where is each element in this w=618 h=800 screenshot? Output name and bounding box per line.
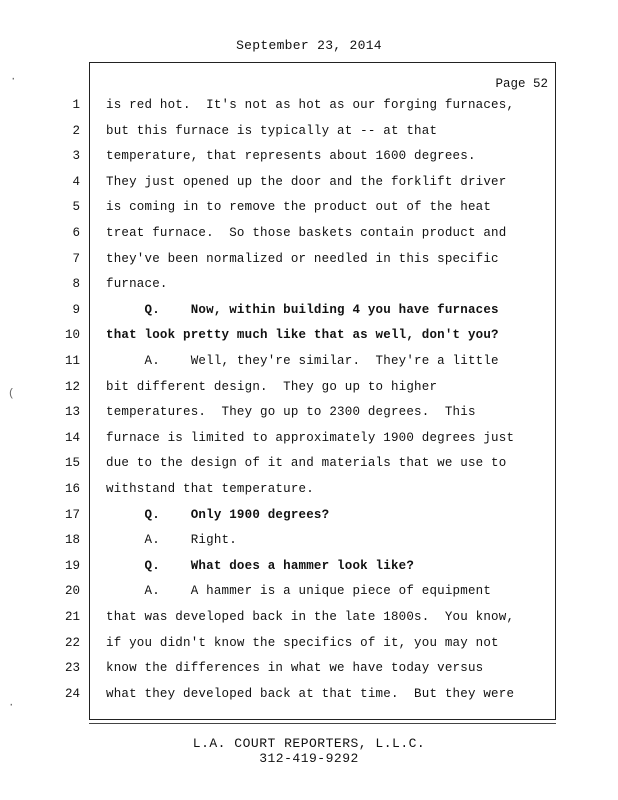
transcript-line: but this furnace is typically at -- at that bbox=[106, 124, 438, 138]
footer-phone: 312-419-9292 bbox=[259, 751, 359, 766]
transcript-line: if you didn't know the specifics of it, you may not bbox=[106, 636, 499, 650]
footer-company: L.A. COURT REPORTERS, L.L.C. bbox=[192, 736, 426, 751]
line-number: 24 bbox=[64, 687, 80, 701]
header-date: September 23, 2014 bbox=[236, 38, 382, 53]
transcript-line: that look pretty much like that as well, don't you? bbox=[106, 328, 499, 342]
line-number: 5 bbox=[72, 200, 80, 214]
line-number: 9 bbox=[72, 303, 80, 317]
transcript-line: Q. What does a hammer look like? bbox=[106, 559, 415, 573]
line-number: 3 bbox=[72, 149, 80, 163]
transcript-line: furnace is limited to approximately 1900 degrees just bbox=[106, 431, 515, 445]
line-number: 16 bbox=[64, 482, 80, 496]
transcript-line: temperatures. They go up to 2300 degrees. This bbox=[106, 405, 476, 419]
line-number: 10 bbox=[64, 328, 80, 342]
frame-bottom-rule bbox=[89, 723, 556, 724]
line-number: 22 bbox=[64, 636, 80, 650]
line-number: 21 bbox=[64, 610, 80, 624]
margin-mark: · bbox=[8, 700, 15, 712]
transcript-line: they've been normalized or needled in this specific bbox=[106, 252, 499, 266]
transcript-line: treat furnace. So those baskets contain product and bbox=[106, 226, 507, 240]
transcript-line: Q. Only 1900 degrees? bbox=[106, 508, 330, 522]
transcript-line: due to the design of it and materials that we use to bbox=[106, 456, 507, 470]
line-number: 17 bbox=[64, 508, 80, 522]
line-number: 2 bbox=[72, 124, 80, 138]
page-number: Page 52 bbox=[495, 77, 548, 91]
line-number: 12 bbox=[64, 380, 80, 394]
line-number: 15 bbox=[64, 456, 80, 470]
line-number: 20 bbox=[64, 584, 80, 598]
margin-mark: · bbox=[10, 74, 17, 86]
transcript-line: furnace. bbox=[106, 277, 168, 291]
line-number: 23 bbox=[64, 661, 80, 675]
line-number: 4 bbox=[72, 175, 80, 189]
line-number: 8 bbox=[72, 277, 80, 291]
transcript-line: They just opened up the door and the forklift driver bbox=[106, 175, 507, 189]
transcript-line: is coming in to remove the product out of the heat bbox=[106, 200, 492, 214]
line-number: 14 bbox=[64, 431, 80, 445]
transcript-line: is red hot. It's not as hot as our forging furnaces, bbox=[106, 98, 515, 112]
transcript-line: A. A hammer is a unique piece of equipment bbox=[106, 584, 492, 598]
line-number: 7 bbox=[72, 252, 80, 266]
transcript-line: that was developed back in the late 1800s. You know, bbox=[106, 610, 515, 624]
line-number: 11 bbox=[64, 354, 80, 368]
line-number: 13 bbox=[64, 405, 80, 419]
line-number: 18 bbox=[64, 533, 80, 547]
transcript-line: what they developed back at that time. But they were bbox=[106, 687, 515, 701]
transcript-line: know the differences in what we have today versus bbox=[106, 661, 484, 675]
margin-mark: ( bbox=[8, 388, 15, 400]
transcript-line: Q. Now, within building 4 you have furnaces bbox=[106, 303, 499, 317]
transcript-line: bit different design. They go up to higher bbox=[106, 380, 438, 394]
transcript-line: withstand that temperature. bbox=[106, 482, 314, 496]
transcript-line: A. Right. bbox=[106, 533, 237, 547]
line-number: 1 bbox=[72, 98, 80, 112]
transcript-line: A. Well, they're similar. They're a little bbox=[106, 354, 499, 368]
line-number: 6 bbox=[72, 226, 80, 240]
transcript-line: temperature, that represents about 1600 degrees. bbox=[106, 149, 476, 163]
line-number: 19 bbox=[64, 559, 80, 573]
